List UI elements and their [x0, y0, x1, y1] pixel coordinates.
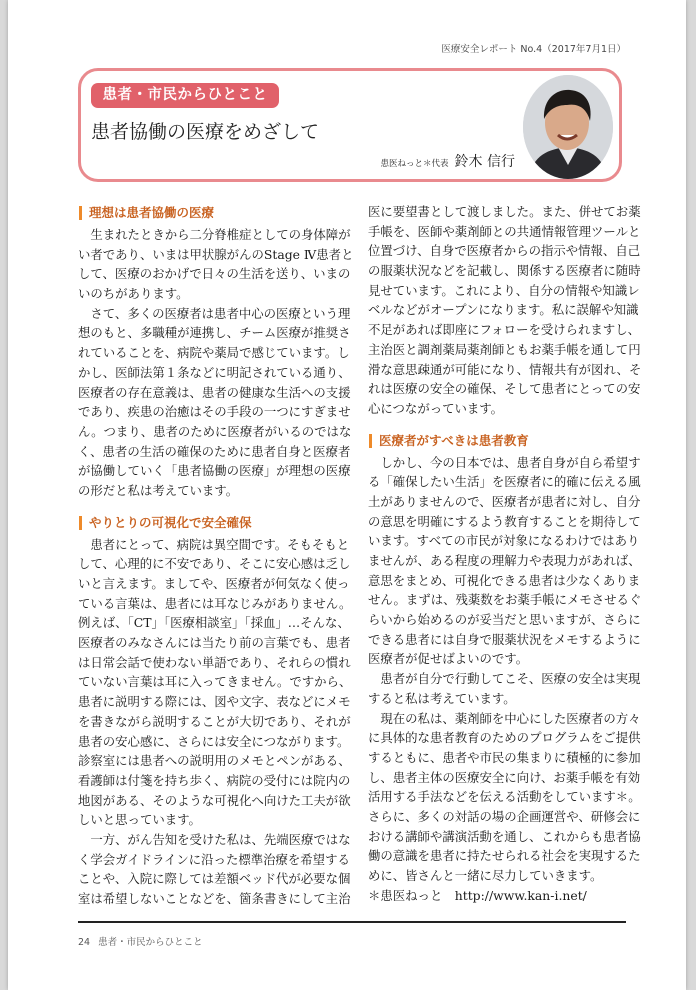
text-line: 医療者のみなさんには当たり前の言葉でも、患者 [78, 635, 351, 651]
footer-section: 患者・市民からひとこと [98, 937, 203, 948]
paragraph [78, 535, 352, 830]
section-heading [78, 513, 340, 533]
text-line: れていることを、病院や薬局で感じています。し [78, 345, 350, 361]
text-line: 現在の私は、薬剤師を中心にした医療者の方々 [368, 710, 641, 726]
text-line: ていない言葉は耳に入ってきません。ですから、 [78, 674, 352, 690]
text-line: 想のもと、多職種が連携し、チーム医療が推奨さ [78, 325, 351, 341]
text-line: さて、多くの医療者は患者中心の医療という理 [78, 305, 351, 321]
text-line: ベルなどがオープンになります。私に誤解や知識 [368, 302, 639, 318]
text-line: 土がありませんので、医療者が患者に対し、自分 [368, 493, 641, 509]
article-title: 患者協働の医療をめざして [91, 121, 320, 143]
page [8, 0, 686, 990]
section-heading-text: 医療者がすべきは患者教育 [379, 432, 529, 448]
text-line: おける講師や講演活動を通し、これからも患者協 [368, 828, 641, 844]
text-line: 患者の安心感に、さらには安全につながります。 [78, 733, 350, 749]
text-line: 活用する手法などを伝える活動をしています＊。 [368, 789, 641, 805]
paragraph [78, 304, 352, 501]
left-column [78, 203, 354, 909]
text-line: 患者にとって、病院は異空間です。そもそもと [78, 536, 350, 552]
text-line: の意思を明確にするよう教育することを期待して [368, 513, 641, 529]
text-line: さらに、多くの対話の場の企画運営や、研修会に [368, 808, 641, 824]
text-line: せん。まずは、残薬数をお薬手帳にメモさせるぐ [368, 592, 642, 608]
text-line: 患者に説明する際には、図や文字、表などにメモ [78, 694, 351, 710]
text-line: 一方、がん告知を受けた私は、先端医療ではな [78, 831, 351, 847]
text-line: すると私は考えています。 [368, 690, 516, 706]
text-line: しかし、今の日本では、患者自身が自ら希望す [368, 454, 641, 470]
text-line: 医に要望書として渡しました。また、併せてお薬 [368, 204, 641, 219]
section-heading-text: やりとりの可視化で安全確保 [89, 514, 252, 530]
paragraph [368, 709, 641, 886]
text-line: ん。つまり、患者のために医療者がいるのではな [78, 423, 352, 439]
text-line: れは医療の安全の確保、そして患者にとっての安 [368, 381, 641, 397]
article-header-box [78, 68, 622, 182]
text-line: 意思をまとめ、可視化できる患者は少なくありま [368, 572, 641, 588]
text-line: る「確保したい生活」を医療者に的確に伝える風 [368, 474, 641, 490]
text-line: し、患者主体の医療安全に向け、お薬手帳を有効 [368, 769, 641, 785]
text-line: 見せています。これにより、自分の情報や知識レ [368, 282, 640, 298]
text-line: めに、皆さんと一緒に尽力していきます。 [368, 868, 603, 883]
text-line: 主治医と調剤薬局薬剤師ともお薬手帳を通して円 [368, 341, 641, 357]
text-line: い者であり、いまは甲状腺がんのStage Ⅳ患者と [78, 246, 354, 262]
section-heading-text: 理想は患者協働の医療 [89, 205, 215, 220]
text-line: の形だと私は考えています。 [78, 482, 239, 498]
running-header: 医療安全レポート No.4（2017年7月1日） [441, 44, 626, 55]
text-line: であり、疾患の治癒はその手段の一つにすぎませ [78, 404, 351, 420]
text-line: ている言葉は、患者には耳なじみがありません。 [78, 595, 352, 611]
author-photo [523, 75, 613, 179]
text-line: く学会ガイドラインに沿った標準治療を希望する [78, 851, 350, 867]
text-line: 医療者の存在意義は、患者の健康な生活への支援 [78, 384, 351, 400]
right-column [368, 202, 642, 905]
text-line: 地図がある、そのような可視化へ向けた工夫が欲 [78, 792, 351, 808]
text-line: するともに、患者や市民の集まりに積極的に参加 [368, 749, 641, 765]
category-tag: 患者・市民からひとこと [91, 83, 279, 108]
section-heading-bar [79, 206, 82, 220]
paragraph [368, 886, 626, 906]
text-line: に具体的な患者教育のためのプログラムをご提供 [368, 730, 641, 746]
text-line: 患者が自分で行動してこそ、医療の安全は実現 [368, 671, 641, 687]
page-number: 24 [78, 937, 91, 948]
text-line: かし、医師法第１条などに明記されている通り、 [78, 364, 351, 380]
text-line: 不足があれば即座にフォローを受けられますし、 [368, 322, 640, 338]
text-line: して、医療のおかげで日々の生活を送り、いまの [78, 266, 351, 282]
text-line: 滑な意思疎通が可能になり、情報共有が図れ、そ [368, 361, 642, 377]
text-line: ませんが、ある程度の理解力や表現力があれば、 [368, 553, 641, 568]
author-organization: 患医ねっと＊代表 [380, 159, 449, 169]
text-line: 生まれたときから二分脊椎症としての身体障が [78, 227, 351, 242]
author-name: 鈴木 信行 [454, 154, 515, 170]
text-line: く、患者の生活の確保のために患者自身と医療者 [78, 443, 351, 459]
paragraph [78, 830, 351, 909]
text-line: は日常会話で使わない単語であり、それらの慣れ [78, 654, 351, 670]
text-line: らいから始めるのが妥当だと思いますが、さらに [368, 612, 641, 628]
paragraph [78, 225, 354, 304]
section-heading [368, 431, 626, 451]
text-line: 診察室には患者への説明用のメモとペンがある、 [78, 753, 351, 769]
text-line: を書きながら説明することが大切であり、それが [78, 713, 351, 729]
text-line: できる患者には自身で服薬状況をメモするように [368, 631, 641, 647]
text-line: います。すべての市民が対象になるわけではあり [368, 533, 640, 549]
section-heading-bar [79, 516, 82, 530]
footer [78, 934, 211, 948]
text-line: いのちがあります。 [78, 286, 189, 302]
footer-divider [78, 921, 626, 923]
text-line: いと言えます。ましてや、医療者が何気なく使っ [78, 576, 350, 591]
text-line: の服薬状況などを記載し、関係する医療者に随時 [368, 263, 641, 279]
text-line: 室は希望しないことなどを、箇条書きにして主治 [78, 891, 351, 906]
text-line: 位置づけ、自身で医療者からの指示や情報、自己 [368, 243, 641, 259]
text-line: して、心理的に不安であり、そこに安心感は乏し [78, 556, 351, 572]
section-heading [78, 203, 340, 223]
text-line: ＊患医ねっと http://www.kan-i.net/ [368, 887, 587, 903]
text-line: 働の意識を患者に持たせられる社会を実現するた [368, 848, 641, 864]
text-line: 心につながっています。 [368, 400, 504, 416]
text-line: 例えば、「CT」「医療相談室」「採血」…そんな、 [78, 615, 350, 631]
paragraph [368, 669, 641, 708]
text-line: が協働していく「患者協働の医療」が理想の医療 [78, 463, 351, 479]
paragraph [368, 453, 642, 670]
text-line: 医療者が促せばよいのです。 [368, 651, 529, 667]
text-line: ことや、入院に際しては差額ベッド代が必要な個 [78, 871, 351, 887]
section-heading-bar [369, 434, 372, 448]
author-line [381, 151, 515, 171]
text-line: しいと思っています。 [78, 812, 201, 828]
text-line: 看護師は付箋を持ち歩く、病院の受付には院内の [78, 772, 351, 788]
paragraph [368, 202, 642, 419]
text-line: 手帳を、医師や薬剤師との共通情報管理ツールと [368, 223, 641, 239]
